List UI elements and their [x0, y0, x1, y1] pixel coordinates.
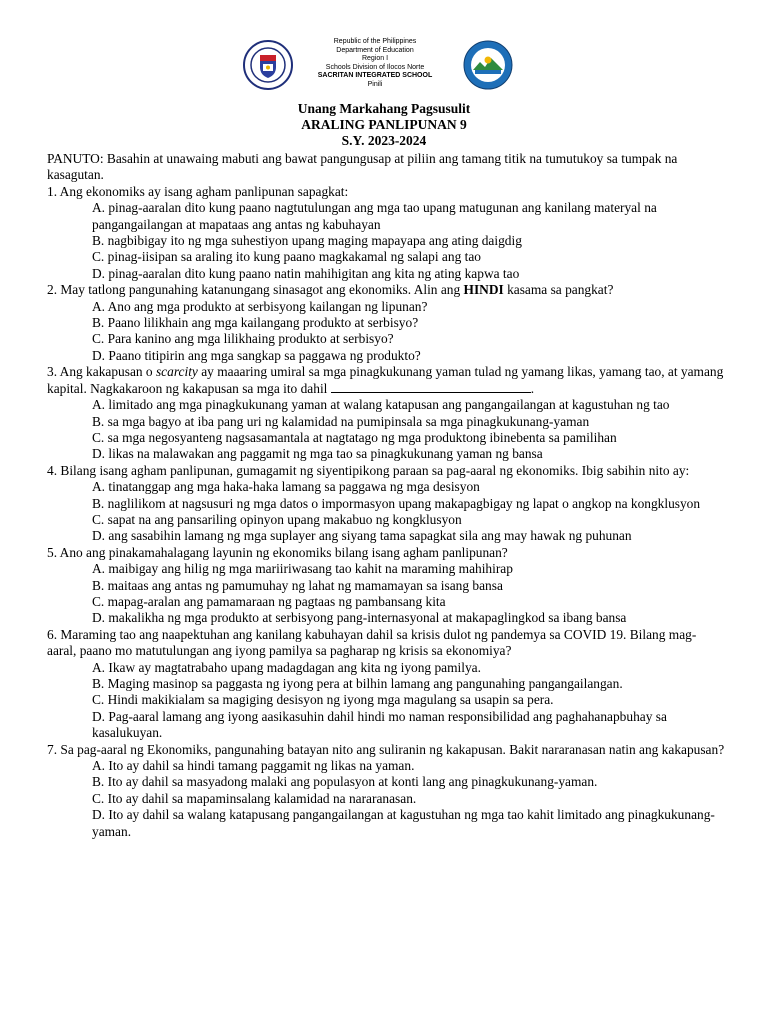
stem-text: kasama sa pangkat?: [503, 282, 614, 298]
answer-option: B. naglilikom at nagsusuri ng mga datos o impormasyon upang makapagbigay ng lapat o angkop na kongklusyon: [92, 495, 701, 511]
answer-blank: [331, 381, 531, 393]
subject-title: ARALING PANLIPUNAN 9: [301, 117, 467, 132]
answer-option: D. makalikha ng mga produkto at serbisyong pang-internasyonal at makapaglingkod sa ibang bansa: [92, 610, 627, 626]
answer-option: C. sapat na ang pansariling opinyon upang makabuo ng kongklusyon: [92, 511, 462, 527]
stem-text: 3. Ang kakapusan o: [47, 364, 156, 380]
answer-option: B. sa mga bagyo at iba pang uri ng kalamidad na pumipinsala sa mga pinagkukunang-yaman: [92, 413, 590, 429]
answer-option: A. limitado ang mga pinagkukunang yaman at walang katapusan ang pangangailangan at kagustuhan ng tao: [92, 397, 670, 413]
answer-option: C. pinag-iisipan sa araling ito kung paano magkakamal ng salapi ang tao: [92, 249, 481, 265]
exam-content: [47, 151, 725, 840]
stem-text: ay maaaring umiral sa mga pinagkukunang yaman tulad ng yamang likas, yamang tao, at yamang kapital. Nagkakaroon ng kakapusan sa mga ito dahil: [47, 364, 724, 396]
republic-line: Republic of the Philippines: [333, 38, 417, 45]
instructions: PANUTO: Basahin at unawaing mabuti ang bawat pangungusap at piliin ang tamang titik na tumutukoy sa tumpak na kasagutan.: [47, 151, 678, 183]
answer-option: D. Paano titipirin ang mga sangkap sa paggawa ng produkto?: [92, 347, 421, 363]
exam-titles: [0, 101, 768, 149]
question-stem: 6. Maraming tao ang naapektuhan ang kanilang kabuhayan dahil sa krisis dulot ng pandemya sa COVID 19. Bilang mag-aaral, paano mo matutulungan ang iyong pamilya sa pagharap ng krisis sa ekonomiya?: [47, 626, 697, 659]
question-stem: [47, 282, 725, 298]
exam-title: Unang Markahang Pagsusulit: [297, 101, 471, 116]
question-stem: 5. Ano ang pinakamahalagang layunin ng ekonomiks bilang isang agham panlipunan?: [47, 544, 508, 560]
answer-option: D. pinag-aaralan dito kung paano natin mahihigitan ang kita ng ating kapwa tao: [92, 265, 520, 281]
answer-option: C. mapag-aralan ang pamamaraan ng pagtaas ng pambansang kita: [92, 593, 446, 609]
answer-option: B. Paano lilikhain ang mga kailangang produkto at serbisyo?: [92, 315, 419, 331]
question-stem: 1. Ang ekonomiks ay isang agham panlipunan sapagkat:: [47, 183, 349, 199]
agency-block: [300, 38, 450, 90]
stem-emphasis: HINDI: [463, 282, 504, 298]
answer-option: C. sa mga negosyanteng nagsasamantala at nagtatago ng mga produktong ibinebenta sa pamilihan: [92, 429, 617, 445]
town-line: Pinili: [367, 80, 383, 88]
answer-option: B. nagbibigay ito ng mga suhestiyon upang maging mapayapa ang ating daigdig: [92, 233, 522, 249]
answer-option: A. Ano ang mga produkto at serbisyong kailangan ng lipunan?: [92, 298, 428, 314]
question-stem: 4. Bilang isang agham panlipunan, gumagamit ng siyentipikong paraan sa pag-aaral ng ekonomiks. Ibig sabihin nito ay:: [47, 462, 690, 478]
answer-option: A. pinag-aaralan dito kung paano nagtutulungan ang mga tao upang matugunan ang kanilang materyal na pangangailangan at mapataas ang antas ng kabuhayan: [92, 200, 657, 232]
stem-italic: scarcity: [155, 364, 198, 380]
answer-option: B. maitaas ang antas ng pamumuhay ng lahat ng mamamayan sa isang bansa: [92, 577, 503, 593]
department-line: Department of Education: [336, 46, 414, 54]
answer-option: C. Para kanino ang mga lilikhaing produkto at serbisyo?: [92, 331, 394, 347]
answer-option: C. Ito ay dahil sa mapaminsalang kalamidad na nararanasan.: [92, 790, 417, 806]
stem-text: 2. May tatlong pangunahing katanungang sinasagot ang ekonomiks. Alin ang: [47, 282, 464, 298]
answer-option: B. Ito ay dahil sa masyadong malaki ang populasyon at konti lang ang pinagkukunang-yaman.: [92, 774, 598, 790]
answer-option: A. tinatanggap ang mga haka-haka lamang sa paggawa ng mga desisyon: [92, 479, 480, 495]
answer-option: D. Ito ay dahil sa walang katapusang pangangailangan at kagustuhan ng mga tao kahit limitado ang pinagkukunang-yaman.: [92, 807, 715, 839]
answer-option: D. Pag-aaral lamang ang iyong aasikasuhin dahil hindi mo naman responsibilidad ang paghahanapbuhay sa kasalukuyan.: [92, 708, 667, 741]
division-line: Schools Division of Ilocos Norte: [325, 63, 425, 71]
answer-option: C. Hindi makikialam sa magiging desisyon ng iyong mga magulang sa usapin sa pera.: [92, 692, 554, 708]
deped-seal-icon: [243, 40, 293, 90]
answer-option: B. Maging masinop sa paggasta ng iyong pera at bilhin lamang ang pangunahing pangangailangan.: [92, 676, 623, 691]
school-name: SACRITAN INTEGRATED SCHOOL: [317, 72, 433, 80]
letterhead: [0, 34, 768, 92]
school-seal-icon: [463, 40, 513, 90]
question-stem: [47, 364, 725, 397]
region-line: Region I: [361, 55, 389, 63]
school-year: S.Y. 2023-2024: [341, 133, 427, 148]
answer-option: D. likas na malawakan ang paggamit ng mga tao sa pinagkukunang yaman ng bansa: [92, 446, 543, 462]
answer-option: A. Ikaw ay magtatrabaho upang madagdagan ang kita ng iyong pamilya.: [92, 659, 481, 675]
answer-option: D. ang sasabihin lamang ng mga suplayer ang siyang tama sapagkat sila ang may hawak ng puhunan: [92, 528, 632, 544]
stem-text: .: [530, 380, 535, 396]
answer-option: A. Ito ay dahil sa hindi tamang paggamit ng likas na yaman.: [92, 758, 415, 774]
answer-option: A. maibigay ang hilig ng mga mariiriwasang tao kahit na maraming mahihirap: [92, 561, 513, 577]
question-stem: 7. Sa pag-aaral ng Ekonomiks, pangunahing batayan nito ang suliranin ng kakapusan. Bakit nararanasan natin ang kakapusan?: [47, 741, 725, 757]
